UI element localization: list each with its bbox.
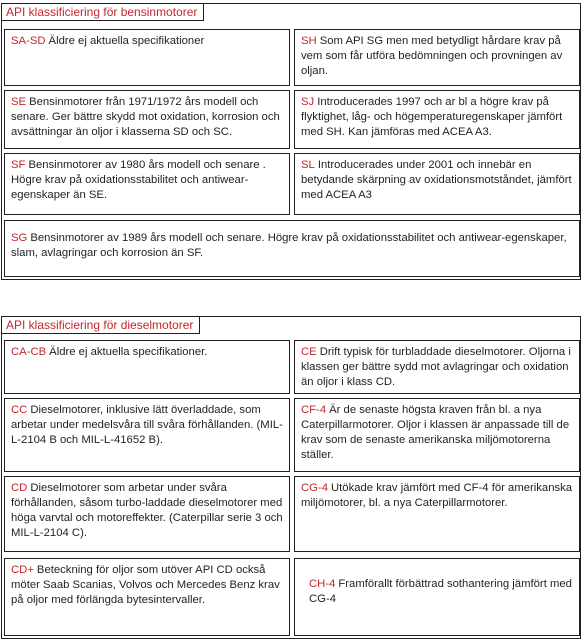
entry-text: Som API SG men med betydligt hårdare krav på vem som får utföra bedömningen och provningen av oljan. xyxy=(301,35,563,77)
entry-text: Introducerades under 2001 och innebär en betydande skärpning av oxidationsmotståndet, jämfört med ACEA A3 xyxy=(301,159,572,201)
entry-code: CD xyxy=(11,482,28,494)
entry-text: Bensinmotorer av 1989 års modell och senare. Högre krav på oxidationsstabilitet och antiwear-egenskaper, slam, avlagringar och korrosion än SF. xyxy=(11,232,567,259)
entry-text: Äldre ej aktuella specifikationer xyxy=(48,35,205,47)
diesel-entry-cg-4 xyxy=(294,476,580,552)
entry-code: CF-4 xyxy=(301,404,327,416)
petrol-entry-sf xyxy=(4,153,290,215)
entry-code: CD+ xyxy=(11,564,34,576)
petrol-panel-title: API klassificiering för bensinmotorer xyxy=(2,4,204,21)
petrol-entry-se xyxy=(4,90,290,149)
entry-code: CG-4 xyxy=(301,482,328,494)
entry-code: CA-CB xyxy=(11,346,47,358)
entry-text: Bensinmotorer av 1980 års modell och senare . Högre krav på oxidationsstabilitet och antiwear-egenskaper än SE. xyxy=(11,159,266,201)
entry-text: Är de senaste högsta kraven från bl. a nya Caterpillarmotorer. Oljor i klassen är anpassade till de krav som de senaste amerikanska miljömotorerna ställer. xyxy=(301,404,570,461)
diesel-entry-ch-4 xyxy=(294,558,580,636)
diesel-entry-cf-4 xyxy=(294,398,580,472)
petrol-entry-sa-sd xyxy=(4,29,290,86)
entry-text: Dieselmotorer som arbetar under svåra förhållanden, såsom turbo-laddade dieselmotorer med höga varvtal och motoreffekter. (Caterpillar serie 3 och MIL-L-2104 C). xyxy=(11,482,283,539)
entry-code: CH-4 xyxy=(309,578,336,590)
entry-text: Utökade krav jämfört med CF-4 för amerikanska miljömotorer, bl. a nya Caterpillarmotorer. xyxy=(301,482,573,509)
petrol-entry-sj xyxy=(294,90,580,149)
entry-code: SG xyxy=(11,232,28,244)
diesel-entry-cd-plus xyxy=(4,558,290,636)
entry-text: Äldre ej aktuella specifikationer. xyxy=(49,346,208,358)
entry-text: Framförallt förbättrad sothantering jämfört med CG-4 xyxy=(309,578,572,605)
entry-text: Dieselmotorer, inklusive lätt överladdade, som arbetar under medelsvåra till svåra förhållanden. (MIL-L-2104 B och MIL-L-41652 B). xyxy=(11,404,283,446)
entry-text: Introducerades 1997 och ar bl a högre krav på flyktighet, låg- och högemperaturegenskaper jämfört med SH. Kan jämföras med ACEA A3. xyxy=(301,96,563,138)
entry-code: CC xyxy=(11,404,28,416)
entry-code: SE xyxy=(11,96,27,108)
entry-code: CE xyxy=(301,346,317,358)
diesel-entry-cc xyxy=(4,398,290,472)
entry-text: Bensinmotorer från 1971/1972 års modell och senare. Ger bättre skydd mot oxidation, korrosion och avsättningar än oljor i klasserna SD och SC. xyxy=(11,96,280,138)
petrol-entry-sh xyxy=(294,29,580,86)
entry-code: SA-SD xyxy=(11,35,46,47)
diesel-panel xyxy=(1,316,581,639)
entry-code: SH xyxy=(301,35,317,47)
petrol-panel xyxy=(1,3,581,280)
diesel-panel-title: API klassificiering för dieselmotorer xyxy=(2,317,200,334)
entry-code: SL xyxy=(301,159,315,171)
petrol-entry-sl xyxy=(294,153,580,215)
entry-code: SJ xyxy=(301,96,315,108)
entry-code: SF xyxy=(11,159,26,171)
entry-text: Beteckning för oljor som utöver API CD också möter Saab Scanias, Volvos och Mercedes Benz krav på oljor med förlängda bytesintervaller. xyxy=(11,564,280,606)
diesel-entry-cd xyxy=(4,476,290,552)
petrol-entry-sg xyxy=(4,220,580,277)
entry-text: Drift typisk för turbladdade dieselmotorer. Oljorna i klassen ger bättre sydd mot avlagringar och oxidation än oljor i klass CD. xyxy=(301,346,571,388)
diesel-entry-ca-cb xyxy=(4,340,290,394)
diesel-entry-ce xyxy=(294,340,580,394)
